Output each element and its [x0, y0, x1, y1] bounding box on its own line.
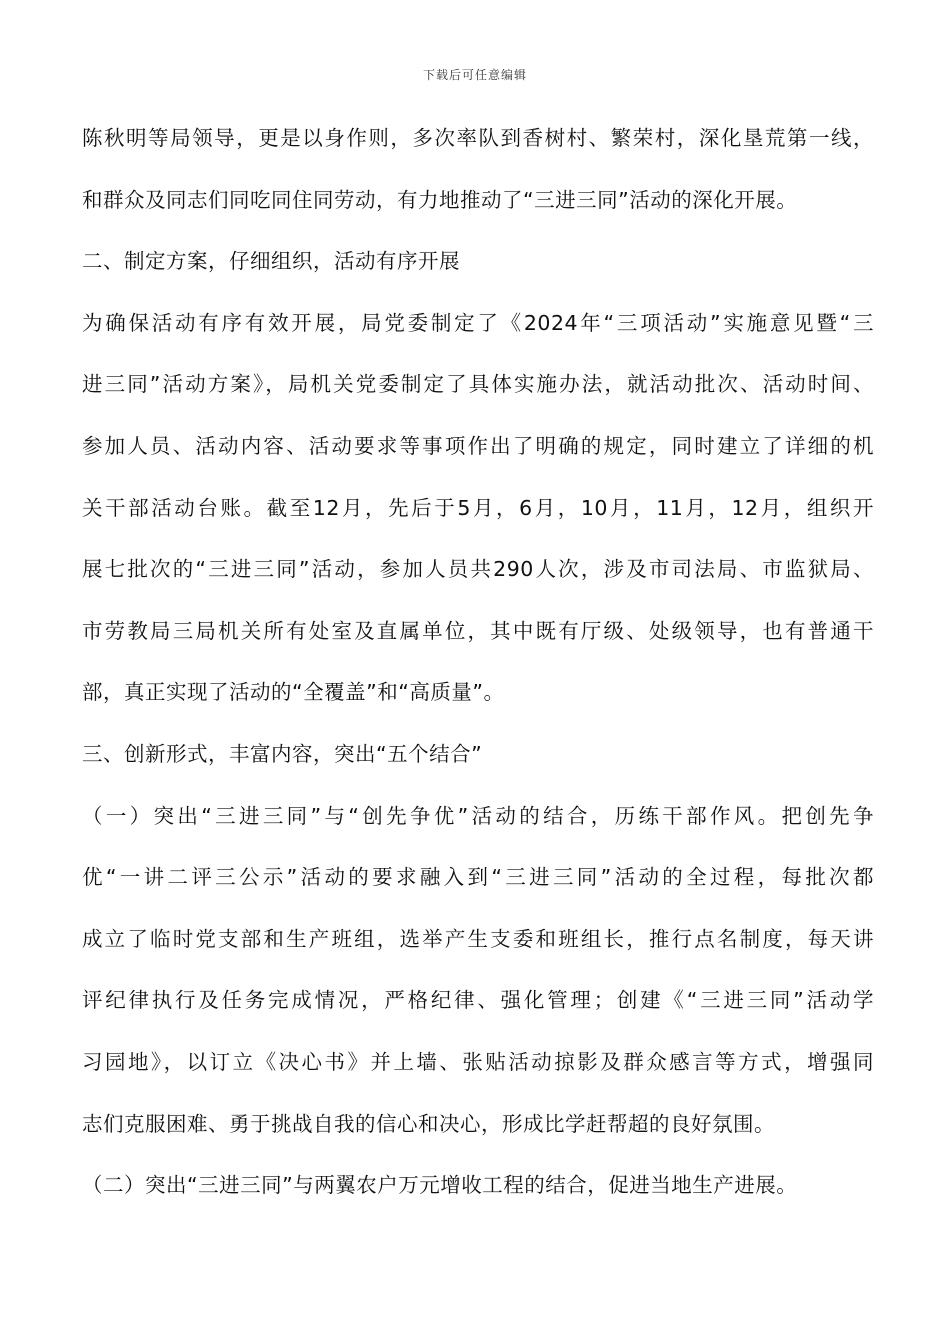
- page-header-note: 下载后可任意编辑: [422, 68, 527, 82]
- section-heading: 二、制定方案，仔细组织，活动有序开展: [82, 249, 460, 274]
- document-body: [82, 118, 874, 1227]
- body-line: （二）突出“三进三同”与两翼农户万元增收工程的结合，促进当地生产进展。: [82, 1173, 798, 1198]
- body-line: 为确保活动有序有效开展，局党委制定了《2024年“三项活动”实施意见暨“三: [82, 310, 874, 335]
- body-line: 和群众及同志们同吃同住同劳动，有力地推动了“三进三同”活动的深化开展。: [82, 187, 798, 212]
- body-line: 市劳教局三局机关所有处室及直属单位，其中既有厅级、处级领导，也有普通干: [82, 618, 874, 643]
- body-line: 部，真正实现了活动的“全覆盖”和“高质量”。: [82, 680, 505, 705]
- body-line: 进三同”活动方案》，局机关党委制定了具体实施办法，就活动批次、活动时间、: [82, 372, 874, 397]
- body-line: 关干部活动台账。截至12月，先后于5月，6月，10月，11月，12月，组织开: [82, 495, 874, 520]
- body-line: 优“一讲二评三公示”活动的要求融入到“三进三同”活动的全过程，每批次都: [82, 865, 874, 890]
- body-line: 成立了临时党支部和生产班组，选举产生支委和班组长，推行点名制度，每天讲: [82, 926, 874, 951]
- body-line: 展七批次的“三进三同”活动，参加人员共290人次，涉及市司法局、市监狱局、: [82, 557, 874, 582]
- section-heading: 三、创新形式，丰富内容，突出“五个结合”: [82, 741, 483, 766]
- body-line: 志们克服困难、勇于挑战自我的信心和决心，形成比学赶帮超的良好氛围。: [82, 1111, 775, 1136]
- body-line: 陈秋明等局领导，更是以身作则，多次率队到香树村、繁荣村，深化垦荒第一线，: [82, 126, 874, 150]
- body-line: 评纪律执行及任务完成情况，严格纪律、强化管理；创建《“三进三同”活动学: [82, 988, 874, 1013]
- body-line: 习园地》，以订立《决心书》并上墙、张贴活动掠影及群众感言等方式，增强同: [82, 1049, 874, 1074]
- body-line: （一）突出“三进三同”与“创先争优”活动的结合，历练干部作风。把创先争: [82, 803, 874, 828]
- body-line: 参加人员、活动内容、活动要求等事项作出了明确的规定，同时建立了详细的机: [82, 433, 874, 458]
